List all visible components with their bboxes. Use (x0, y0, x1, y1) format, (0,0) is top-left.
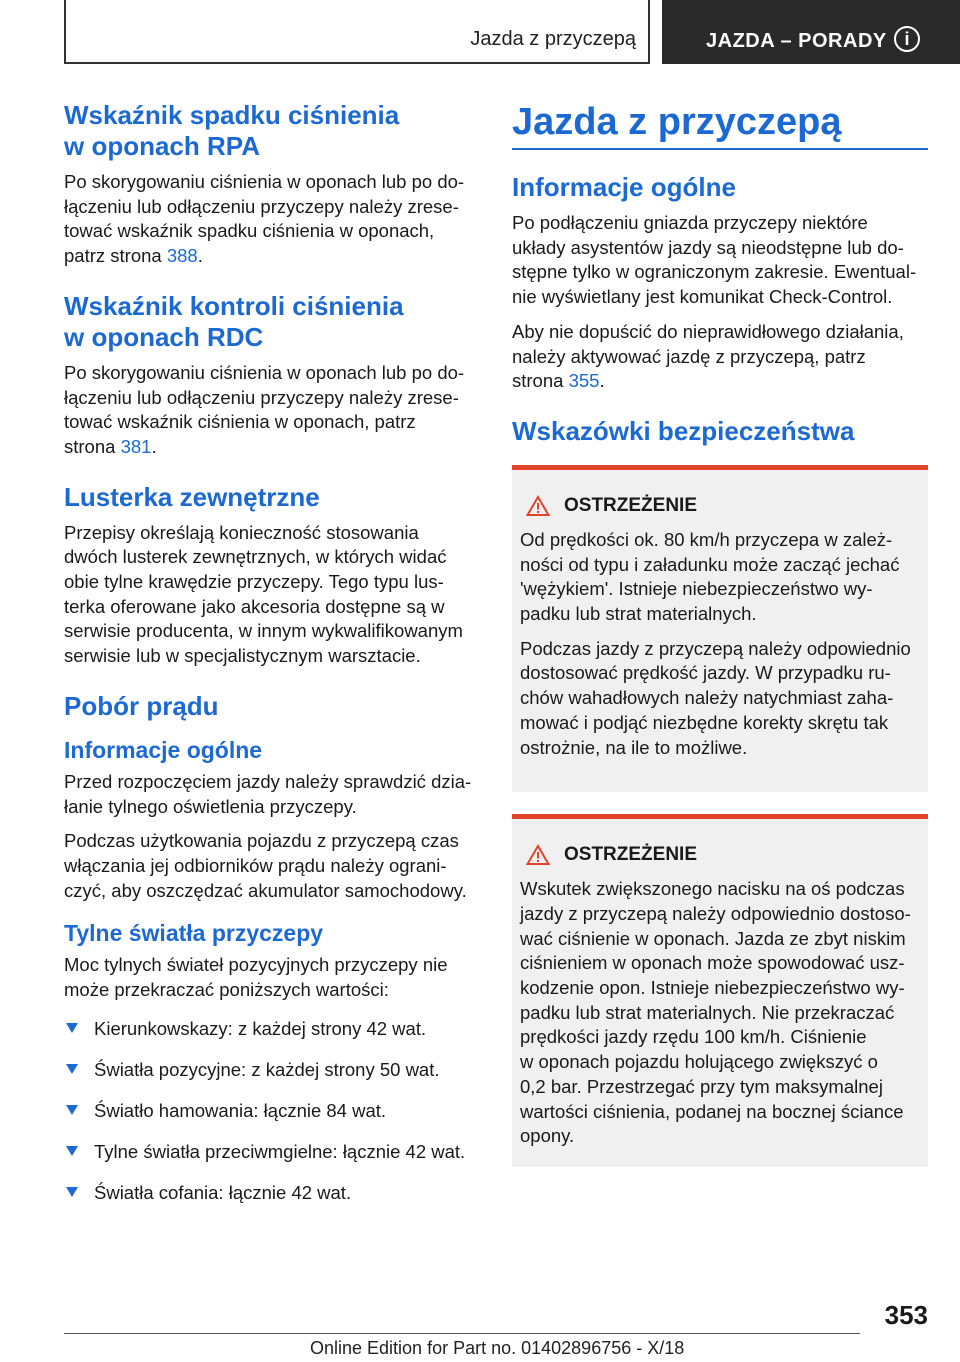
header-section-title: Jazda z przyczepą (470, 28, 636, 50)
footer-divider (64, 1333, 860, 1334)
info-icon: i (894, 26, 920, 52)
warning-title: OSTRZEŻENIE (520, 843, 920, 867)
warning-triangle-icon (526, 844, 550, 866)
triangle-bullet-icon (66, 1187, 78, 1197)
list-item: Światła cofania: łącznie 42 wat. (64, 1181, 478, 1205)
list-item: Światło hamowania: łącznie 84 wat. (64, 1099, 478, 1123)
triangle-bullet-icon (66, 1105, 78, 1115)
warning-text: Podczas jazdy z przyczepą należy odpowiednio dostosować prędkość jazdy. W przypadku ru- chów wahadłowych należy natychmiast zaha- mować i podjąć niezbędne korekty skrętu tak ostrożnie, na ile to możliwe. (520, 637, 911, 758)
warning-text: Od prędkości ok. 80 km/h przyczepa w zależ- ności od typu i załadunku może zacząć jechać 'wężykiem'. Istnieje niebezpieczeństwo wy- padku lub strat materialnych. (520, 528, 900, 625)
mirror-text: Przepisy określają konieczność stosowania dwóch lusterek zewnętrznych, w których widać obie tylne krawędzie przyczepy. Tego typu lus- terka oferowane jako akcesoria dostępne są w serwisie producenta, w innym wykwalifikowanym serwisie lub w specjalistycznym warsztacie. (64, 521, 463, 667)
warning-box-1 (512, 465, 928, 792)
header-chapter-title: JAZDA – PORADY (706, 30, 887, 52)
power-heading: Pobór prądu (64, 690, 219, 721)
general-text-1: Przed rozpoczęciem jazdy należy sprawdzić dzia- łanie tylnego oświetlenia przyczepy. (64, 770, 472, 817)
page-link-388[interactable]: 388 (166, 245, 198, 267)
lights-text: Moc tylnych świateł pozycyjnych przyczepy nie może przekraczać poniższych wartości: (64, 954, 448, 1001)
warning-title: OSTRZEŻENIE (520, 494, 920, 518)
page-number: 353 (884, 1300, 928, 1330)
rpa-heading: Wskaźnik spadku ciśnienia w oponach RPA (64, 100, 400, 161)
warning-triangle-icon (526, 495, 550, 517)
list-item: Światła pozycyjne: z każdej strony 50 wat. (64, 1058, 478, 1082)
right-column (512, 100, 928, 1189)
lights-heading: Tylne światła przyczepy (64, 920, 324, 947)
info-text-1: Po podłączeniu gniazda przyczepy niektóre układy asystentów jazdy są nieodstępne lub do- stępne tylko w ograniczonym zakresie. Ewentual- nie wyświetlany jest komunikat Check-Control. (512, 212, 917, 308)
rdc-text: Po skorygowaniu ciśnienia w oponach lub po do- łączeniu lub odłączeniu przyczepy należy zrese- tować wskaźnik ciśnienia w oponach, patrz strona 381. (64, 361, 465, 457)
rpa-text: Po skorygowaniu ciśnienia w oponach lub po do- łączeniu lub odłączeniu przyczepy należy zrese- tować wskaźnik spadku ciśnienia w oponach, patrz strona 388. (64, 171, 465, 267)
footer-edition: Online Edition for Part no. 01402896756 - X/18 (310, 1338, 685, 1358)
general-text-2: Podczas użytkowania pojazdu z przyczepą czas włączania jej odbiorników prądu należy ograni- czyć, aby oszczędzać akumulator samochodowy. (64, 830, 467, 901)
left-column (64, 100, 478, 1222)
header-chapter-box (662, 0, 960, 64)
warning-text: Wskutek zwiększonego nacisku na oś podczas jazdy z przyczepą należy odpowiednio dostoso- wać ciśnienie w oponach. Jazda ze zbyt niskim ciśnieniem w oponach może spowodować usz- kodzenie opon. Istnieje niebezpieczeństwo wy- padku lub strat materialnych. Nie przekraczać prędkości jazdy rzędu 100 km/h. Ciśnienie w oponach pojazdu holującego zwiększyć o 0,2 bar. Przestrzegać przy tym maksymalnej wartości ciśnienia, podanej na bocznej ściance opony. (520, 878, 911, 1147)
list-item: Kierunkowskazy: z każdej strony 42 wat. (64, 1017, 478, 1041)
page-link-381[interactable]: 381 (120, 435, 152, 457)
list-item: Tylne światła przeciwmgielne: łącznie 42 wat. (64, 1140, 478, 1164)
mirror-heading: Lusterka zewnętrzne (64, 481, 320, 512)
warning-box-2 (512, 814, 928, 1167)
triangle-bullet-icon (66, 1023, 78, 1033)
rdc-heading: Wskaźnik kontroli ciśnienia w oponach RDC (64, 290, 404, 352)
safety-heading: Wskazówki bezpieczeństwa (512, 415, 855, 446)
general-heading: Informacje ogólne (64, 736, 263, 763)
page-link-355[interactable]: 355 (568, 370, 600, 392)
info-heading: Informacje ogólne (512, 172, 736, 202)
page-title: Jazda z przyczepą (512, 100, 928, 150)
triangle-bullet-icon (66, 1146, 78, 1156)
triangle-bullet-icon (66, 1064, 78, 1074)
header-section-box (64, 0, 650, 64)
wattage-list (64, 1017, 478, 1205)
info-text-2: Aby nie dopuścić do nieprawidłowego działania, należy aktywować jazdę z przyczepą, patrz strona 355. (512, 320, 904, 392)
